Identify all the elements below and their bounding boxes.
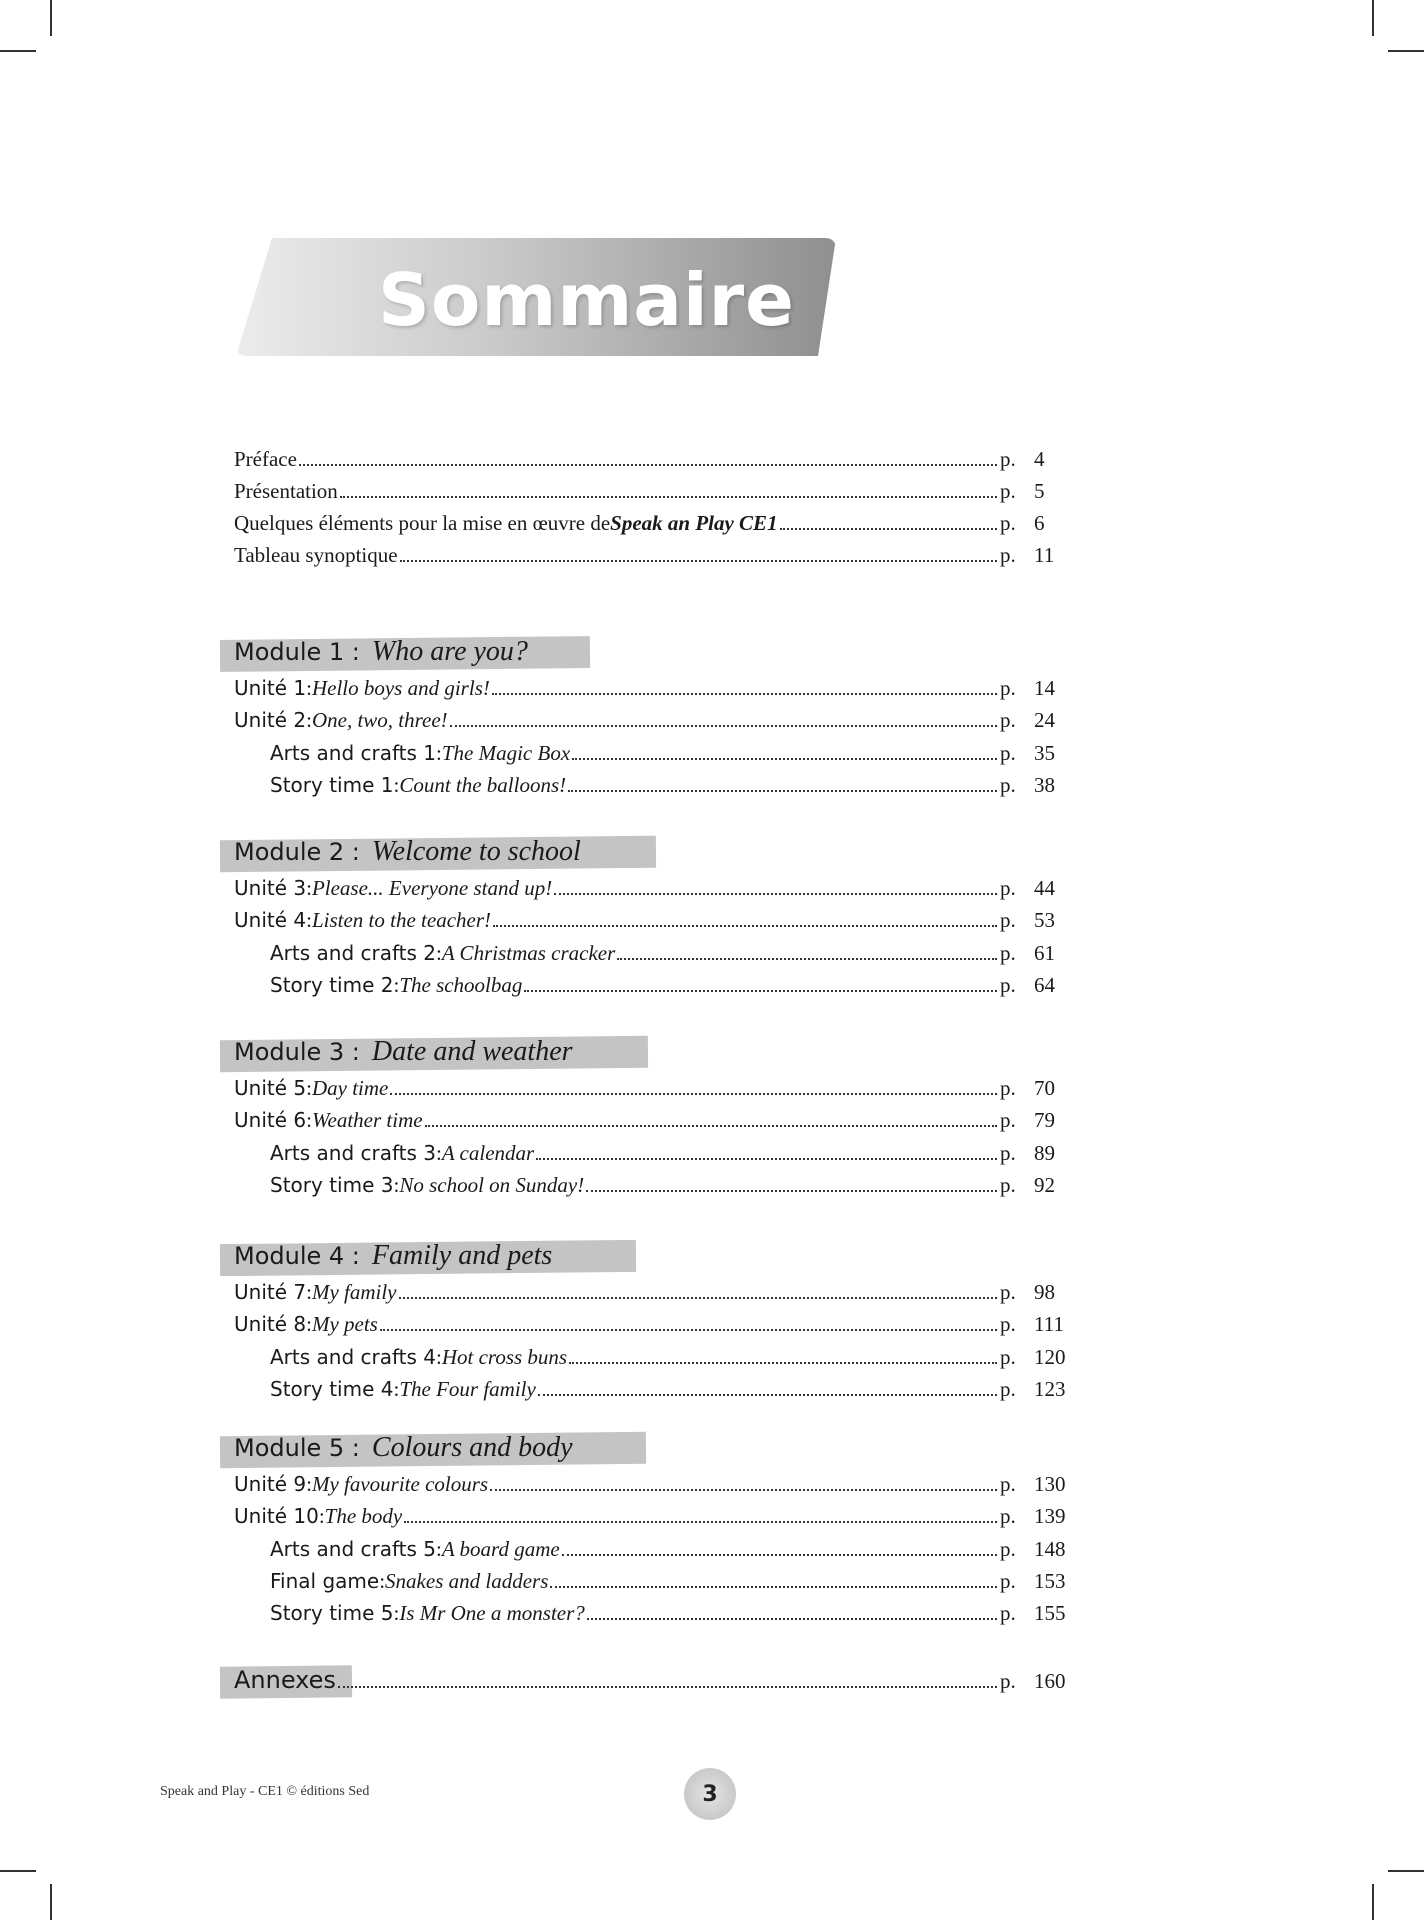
toc-entry[interactable] — [270, 1141, 1062, 1173]
dot-leader — [450, 725, 997, 727]
page-number-value: 24 — [1034, 708, 1055, 732]
toc-entry[interactable] — [270, 941, 1062, 973]
entry-separator: : — [436, 1141, 442, 1165]
page-prefix: p. — [1000, 708, 1016, 732]
page-number-value: 89 — [1034, 1141, 1055, 1165]
entry-separator: : — [436, 1537, 442, 1561]
page-prefix: p. — [1000, 1569, 1016, 1593]
entry-label — [270, 1345, 567, 1370]
page-number-value: 92 — [1034, 1173, 1055, 1197]
entry-title: Snakes and ladders — [385, 1569, 549, 1593]
page-number-value: 35 — [1034, 741, 1055, 765]
page-number-value: 64 — [1034, 973, 1055, 997]
entry-label — [234, 1108, 423, 1133]
page-number-value: 98 — [1034, 1280, 1055, 1304]
toc-entry[interactable] — [234, 511, 1062, 543]
page-number-value: 111 — [1034, 1312, 1064, 1336]
entry-keyword: Story time 5 — [270, 1601, 394, 1625]
page-ref — [1000, 741, 1062, 766]
entry-separator: : — [306, 1312, 312, 1336]
page-prefix: p. — [1000, 543, 1016, 567]
page-ref — [1000, 1345, 1066, 1370]
entry-label — [270, 1601, 585, 1626]
entry-keyword: Unité 5 — [234, 1076, 307, 1100]
entry-title: The schoolbag — [399, 973, 523, 997]
entry-keyword: Story time 3 — [270, 1173, 394, 1197]
dot-leader — [572, 758, 997, 760]
module-label: Module 2 : — [234, 838, 360, 866]
entry-title: My pets — [311, 1312, 378, 1336]
page-title: Sommaire — [378, 258, 795, 342]
dot-leader — [340, 496, 997, 498]
entry-label — [234, 447, 297, 472]
crop-mark — [50, 1884, 52, 1920]
module-heading — [234, 1036, 573, 1070]
entry-label — [234, 676, 490, 701]
page-number-value: 153 — [1034, 1569, 1066, 1593]
toc-entry[interactable] — [270, 741, 1062, 773]
dot-leader — [554, 893, 997, 895]
entry-separator: : — [306, 1280, 312, 1304]
page-prefix: p. — [1000, 876, 1016, 900]
toc-entry[interactable] — [270, 1377, 1066, 1409]
page-prefix: p. — [1000, 1377, 1016, 1401]
entry-title: A calendar — [441, 1141, 535, 1165]
toc-entry[interactable] — [270, 1537, 1066, 1569]
entry-title: Weather time — [311, 1108, 423, 1132]
entry-label — [234, 1504, 402, 1529]
page-prefix: p. — [1000, 908, 1016, 932]
entry-label — [270, 773, 566, 798]
toc-entry[interactable] — [234, 1280, 1062, 1312]
crop-mark — [50, 0, 52, 36]
toc-entry[interactable] — [234, 708, 1062, 740]
entry-separator: : — [306, 876, 312, 900]
module-heading — [234, 636, 528, 670]
entry-text: Présentation — [234, 479, 338, 503]
entry-separator: : — [393, 1601, 400, 1625]
module-label: Module 4 : — [234, 1242, 360, 1270]
page-prefix: p. — [1000, 1669, 1016, 1693]
entry-keyword: Arts and crafts 2 — [270, 941, 437, 965]
entry-label — [270, 1569, 548, 1594]
page-prefix: p. — [1000, 1537, 1016, 1561]
toc-entry[interactable] — [234, 543, 1062, 575]
entry-title: Hello boys and girls! — [311, 676, 490, 700]
dot-leader — [338, 1686, 997, 1688]
crop-mark — [1388, 50, 1424, 52]
entry-label — [270, 941, 615, 966]
entry-label — [234, 543, 398, 568]
entry-title: Count the balloons! — [399, 773, 567, 797]
page-prefix: p. — [1000, 1280, 1016, 1304]
page-prefix: p. — [1000, 1312, 1016, 1336]
page-ref — [1000, 447, 1062, 472]
entry-title: No school on Sunday! — [399, 1173, 585, 1197]
entry-title: A Christmas cracker — [441, 941, 616, 965]
entry-keyword: Final game — [270, 1569, 380, 1593]
page-ref — [1000, 1601, 1066, 1626]
dot-leader — [617, 958, 997, 960]
page-number-value: 148 — [1034, 1537, 1066, 1561]
page-prefix: p. — [1000, 973, 1016, 997]
page-ref — [1000, 908, 1062, 933]
entry-label — [234, 876, 552, 901]
entry-keyword: Arts and crafts 5 — [270, 1537, 437, 1561]
page-number-value: 5 — [1034, 479, 1045, 503]
page-ref — [1000, 773, 1062, 798]
entry-title: A board game — [441, 1537, 560, 1561]
page-number-value: 123 — [1034, 1377, 1066, 1401]
entry-separator: : — [306, 1076, 312, 1100]
entry-keyword: Story time 4 — [270, 1377, 394, 1401]
page-ref — [1000, 479, 1062, 504]
entry-keyword: Unité 7 — [234, 1280, 307, 1304]
entry-label — [270, 741, 570, 766]
crop-mark — [1388, 1870, 1424, 1872]
page-prefix: p. — [1000, 676, 1016, 700]
entry-keyword: Unité 6 — [234, 1108, 307, 1132]
page-prefix: p. — [1000, 1472, 1016, 1496]
page-prefix: p. — [1000, 1345, 1016, 1369]
dot-leader — [538, 1394, 997, 1396]
footer-copyright: Speak and Play - CE1 © éditions Sed — [160, 1784, 370, 1799]
page-number-value: 61 — [1034, 941, 1055, 965]
page-number-value: 70 — [1034, 1076, 1055, 1100]
dot-leader — [425, 1125, 997, 1127]
entry-separator: : — [379, 1569, 386, 1593]
entry-title: My family — [311, 1280, 397, 1304]
dot-leader — [380, 1329, 997, 1331]
page-number-value: 79 — [1034, 1108, 1055, 1132]
entry-separator: : — [393, 1173, 400, 1197]
entry-title: Please... Everyone stand up! — [311, 876, 553, 900]
page-prefix: p. — [1000, 773, 1016, 797]
annexes-entry[interactable] — [234, 1666, 1066, 1698]
page-number-value: 11 — [1034, 543, 1055, 567]
page-ref — [1000, 941, 1062, 966]
entry-title: The Magic Box — [441, 741, 571, 765]
page-ref — [1000, 1173, 1062, 1198]
entry-title: Listen to the teacher! — [311, 908, 491, 932]
page-ref — [1000, 1108, 1062, 1133]
toc-entry[interactable] — [270, 1173, 1062, 1205]
dot-leader — [536, 1158, 997, 1160]
entry-separator: : — [306, 708, 312, 732]
toc-entry[interactable] — [234, 1076, 1062, 1108]
entry-title: My favourite colours — [311, 1472, 489, 1496]
entry-keyword: Arts and crafts 3 — [270, 1141, 437, 1165]
entry-label — [270, 1173, 584, 1198]
page-ref — [1000, 1377, 1066, 1402]
dot-leader — [399, 1297, 997, 1299]
toc-entry[interactable] — [270, 1345, 1066, 1377]
page-ref — [1000, 1669, 1066, 1694]
entry-label — [234, 511, 778, 536]
page-prefix: p. — [1000, 741, 1016, 765]
toc-entry[interactable] — [234, 1312, 1062, 1344]
module-heading — [234, 836, 581, 870]
entry-separator: : — [436, 741, 442, 765]
entry-title: One, two, three! — [311, 708, 448, 732]
page-ref — [1000, 1280, 1062, 1305]
annexes-label: Annexes — [234, 1666, 336, 1694]
entry-text: Quelques éléments pour la mise en œuvre de — [234, 511, 611, 535]
dot-leader — [780, 528, 997, 530]
entry-separator: : — [393, 773, 400, 797]
page-number-value: 139 — [1034, 1504, 1066, 1528]
dot-leader — [390, 1093, 997, 1095]
dot-leader — [568, 790, 997, 792]
page-prefix: p. — [1000, 479, 1016, 503]
entry-label — [234, 708, 448, 733]
module-title: Who are you? — [371, 636, 528, 667]
dot-leader — [569, 1362, 997, 1364]
page-ref — [1000, 1504, 1066, 1529]
page-ref — [1000, 1312, 1062, 1337]
module-title: Date and weather — [371, 1036, 573, 1067]
page-prefix: p. — [1000, 447, 1016, 471]
page-number-value: 38 — [1034, 773, 1055, 797]
entry-label — [270, 1141, 534, 1166]
entry-label — [270, 1537, 560, 1562]
entry-keyword: Unité 1 — [234, 676, 307, 700]
entry-keyword: Unité 10 — [234, 1504, 319, 1528]
entry-keyword: Unité 8 — [234, 1312, 307, 1336]
crop-mark — [0, 1870, 36, 1872]
crop-mark — [1372, 1884, 1374, 1920]
page-number-value: 130 — [1034, 1472, 1066, 1496]
page-number-value: 155 — [1034, 1601, 1066, 1625]
entry-title: Day time — [311, 1076, 389, 1100]
page-prefix: p. — [1000, 941, 1016, 965]
page-number: 3 — [702, 1781, 718, 1807]
page-number-value: 120 — [1034, 1345, 1066, 1369]
dot-leader — [400, 560, 997, 562]
module-label: Module 1 : — [234, 638, 360, 666]
page-prefix: p. — [1000, 1108, 1016, 1132]
module-heading — [234, 1240, 552, 1274]
page-prefix: p. — [1000, 1141, 1016, 1165]
dot-leader — [492, 693, 997, 695]
entry-emphasis: Speak an Play CE1 — [610, 511, 778, 535]
page-ref — [1000, 676, 1062, 701]
entry-text: Préface — [234, 447, 297, 471]
page-ref — [1000, 543, 1062, 568]
page-ref — [1000, 1141, 1062, 1166]
page-prefix: p. — [1000, 1173, 1016, 1197]
entry-separator: : — [306, 676, 312, 700]
toc-entry[interactable] — [234, 676, 1062, 708]
entry-separator: : — [393, 1377, 400, 1401]
entry-label — [270, 973, 522, 998]
page-number-badge — [684, 1768, 736, 1820]
module-label: Module 5 : — [234, 1434, 360, 1462]
page-number-value: 44 — [1034, 876, 1055, 900]
crop-mark — [0, 50, 36, 52]
entry-label — [234, 908, 491, 933]
page-number-value: 53 — [1034, 908, 1055, 932]
entry-label — [234, 1076, 388, 1101]
page-ref — [1000, 1537, 1066, 1562]
dot-leader — [524, 990, 997, 992]
module-title: Colours and body — [371, 1432, 573, 1463]
page-number-value: 6 — [1034, 511, 1045, 535]
page-prefix: p. — [1000, 1504, 1016, 1528]
page-ref — [1000, 511, 1062, 536]
page-ref — [1000, 1472, 1066, 1497]
toc-entry[interactable] — [234, 479, 1062, 511]
entry-separator: : — [436, 1345, 442, 1369]
page-ref — [1000, 1569, 1066, 1594]
entry-keyword: Arts and crafts 4 — [270, 1345, 437, 1369]
crop-mark — [1372, 0, 1374, 36]
entry-keyword: Unité 2 — [234, 708, 307, 732]
entry-title: Hot cross buns — [441, 1345, 568, 1369]
dot-leader — [586, 1190, 997, 1192]
entry-keyword: Story time 2 — [270, 973, 394, 997]
entry-separator: : — [436, 941, 442, 965]
entry-separator: : — [306, 1472, 312, 1496]
entry-text: Tableau synoptique — [234, 543, 398, 567]
dot-leader — [490, 1489, 997, 1491]
entry-keyword: Unité 4 — [234, 908, 307, 932]
entry-keyword: Unité 9 — [234, 1472, 307, 1496]
entry-title: Is Mr One a monster? — [399, 1601, 585, 1625]
entry-label — [234, 1472, 488, 1497]
toc-entry[interactable] — [234, 447, 1062, 479]
dot-leader — [550, 1586, 997, 1588]
entry-title: The Four family — [399, 1377, 536, 1401]
module-label: Module 3 : — [234, 1038, 360, 1066]
entry-keyword: Unité 3 — [234, 876, 307, 900]
entry-keyword: Arts and crafts 1 — [270, 741, 437, 765]
toc-entry[interactable] — [234, 1108, 1062, 1140]
entry-separator: : — [393, 973, 400, 997]
page-ref — [1000, 1076, 1062, 1101]
entry-label — [270, 1377, 536, 1402]
toc-entry[interactable] — [234, 1472, 1066, 1504]
toc-entry[interactable] — [234, 876, 1062, 908]
page-ref — [1000, 876, 1062, 901]
dot-leader — [493, 925, 997, 927]
page-prefix: p. — [1000, 1076, 1016, 1100]
page-ref — [1000, 708, 1062, 733]
page-ref — [1000, 973, 1062, 998]
page-number-value: 160 — [1034, 1669, 1066, 1693]
entry-separator: : — [318, 1504, 325, 1528]
page-number-value: 14 — [1034, 676, 1055, 700]
entry-separator: : — [306, 1108, 312, 1132]
entry-separator: : — [306, 908, 312, 932]
entry-keyword: Story time 1 — [270, 773, 394, 797]
module-heading — [234, 1432, 573, 1466]
page-prefix: p. — [1000, 511, 1016, 535]
toc-entry[interactable] — [270, 1569, 1066, 1601]
dot-leader — [587, 1618, 997, 1620]
toc-entry[interactable] — [270, 773, 1062, 805]
page-prefix: p. — [1000, 1601, 1016, 1625]
dot-leader — [299, 464, 997, 466]
toc-entry[interactable] — [270, 973, 1062, 1005]
dot-leader — [404, 1521, 997, 1523]
toc-entry[interactable] — [234, 1504, 1066, 1536]
toc-entry[interactable] — [234, 908, 1062, 940]
toc-entry[interactable] — [270, 1601, 1066, 1633]
entry-label — [234, 1312, 378, 1337]
entry-label — [234, 479, 338, 504]
entry-label — [234, 1280, 397, 1305]
module-title: Family and pets — [371, 1240, 553, 1271]
dot-leader — [562, 1554, 997, 1556]
module-title: Welcome to school — [371, 836, 581, 867]
entry-title: The body — [324, 1504, 403, 1528]
page-number-value: 4 — [1034, 447, 1045, 471]
